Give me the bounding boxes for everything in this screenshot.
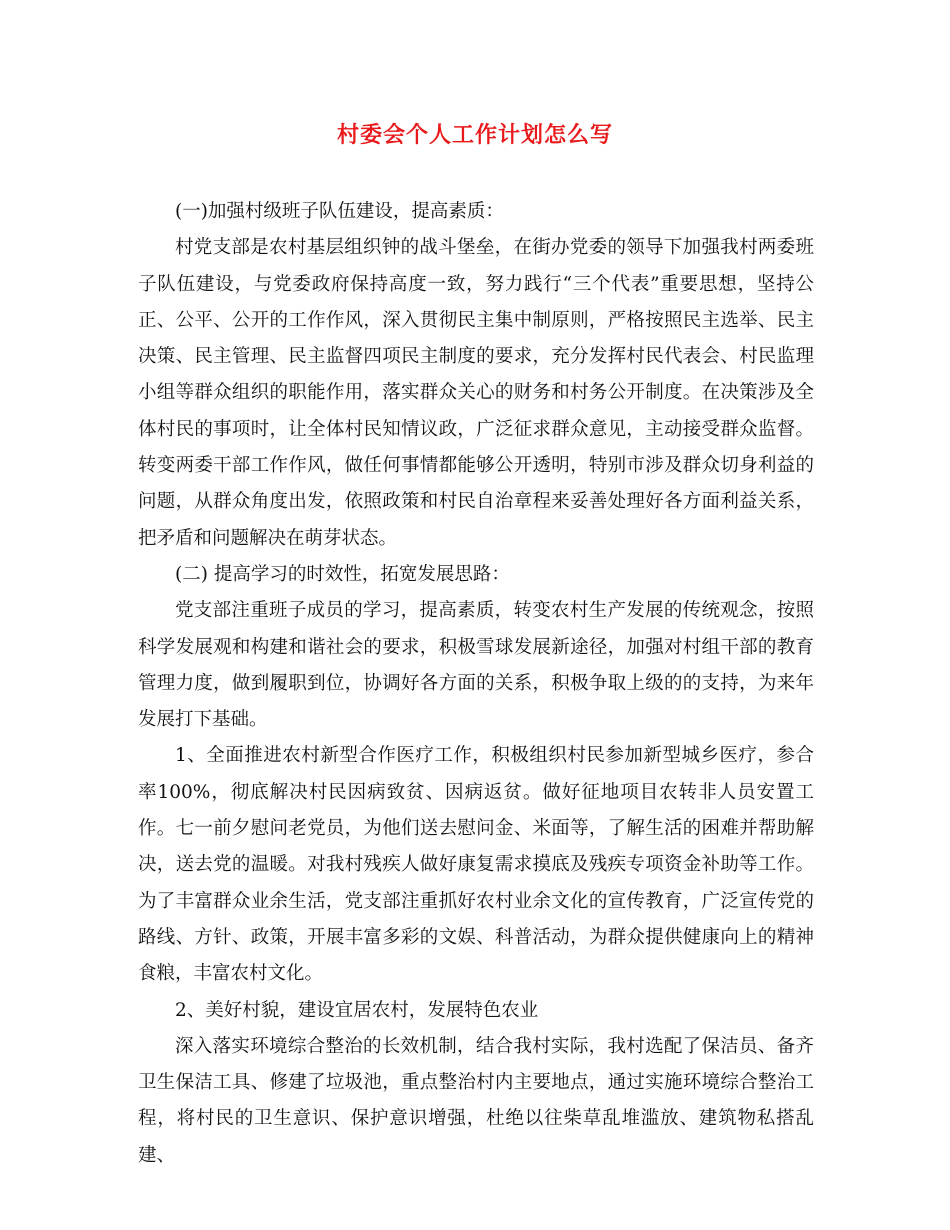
body-paragraph: 党支部注重班子成员的学习，提高素质，转变农村生产发展的传统观念，按照科学发展观和构建和谐社会的要求，积极雪球发展新途径，加强对村组干部的教育管理力度，做到履职到位，协调好各方面的关系，积极争取上级的的支持，为来年发展打下基础。 (138, 600, 814, 731)
body-paragraph: 深入落实环境综合整治的长效机制，结合我村实际，我村选配了保洁员、备齐卫生保洁工具、修建了垃圾池，重点整治村内主要地点，通过实施环境综合整治工程，将村民的卫生意识、保护意识增强，杜绝以往柴草乱堆滥放、建筑物私搭乱建、 (138, 1035, 814, 1166)
section-heading-2: (二) 提高学习的时效性，拓宽发展思路： (175, 563, 510, 585)
list-item-2-heading: 2、美好村貌，建设宜居农村，发展特色农业 (175, 999, 539, 1021)
body-paragraph: 村党支部是农村基层组织钟的战斗堡垒，在街办党委的领导下加强我村两委班子队伍建设，与党委政府保持高度一致，努力践行“三个代表”重要思想，坚持公正、公平、公开的工作作风，深入贯彻民主集中制原则，严格按照民主选举、民主决策、民主管理、民主监督四项民主制度的要求，充分发挥村民代表会、村民监理小组等群众组织的职能作用，落实群众关心的财务和村务公开制度。在决策涉及全体村民的事项时，让全体村民知情议政，广泛征求群众意见，主动接受群众监督。转变两委干部工作作风，做任何事情都能够公开透明，特别市涉及群众切身利益的问题，从群众角度出发，依照政策和村民自治章程来妥善处理好各方面利益关系，把矛盾和问题解决在萌芽状态。 (138, 237, 814, 549)
document-title: 村委会个人工作计划怎么写 (336, 122, 613, 148)
document-body (138, 194, 814, 1174)
section-heading-1: (一)加强村级班子队伍建设，提高素质： (175, 201, 504, 222)
list-item-1: 1、全面推进农村新型合作医疗工作，积极组织村民参加新型城乡医疗，参合率100%，彻底解决村民因病致贫、因病返贫。做好征地项目农转非人员安置工作。七一前夕慰问老党员，为他们送去慰问金、米面等，了解生活的困难并帮助解决，送去党的温暖。对我村残疾人做好康复需求摸底及残疾专项资金补助等工作。为了丰富群众业余生活，党支部注重抓好农村业余文化的宣传教育，广泛宣传党的路线、方针、政策，开展丰富多彩的文娱、科普活动，为群众提供健康向上的精神食粮，丰富农村文化。 (138, 745, 814, 985)
